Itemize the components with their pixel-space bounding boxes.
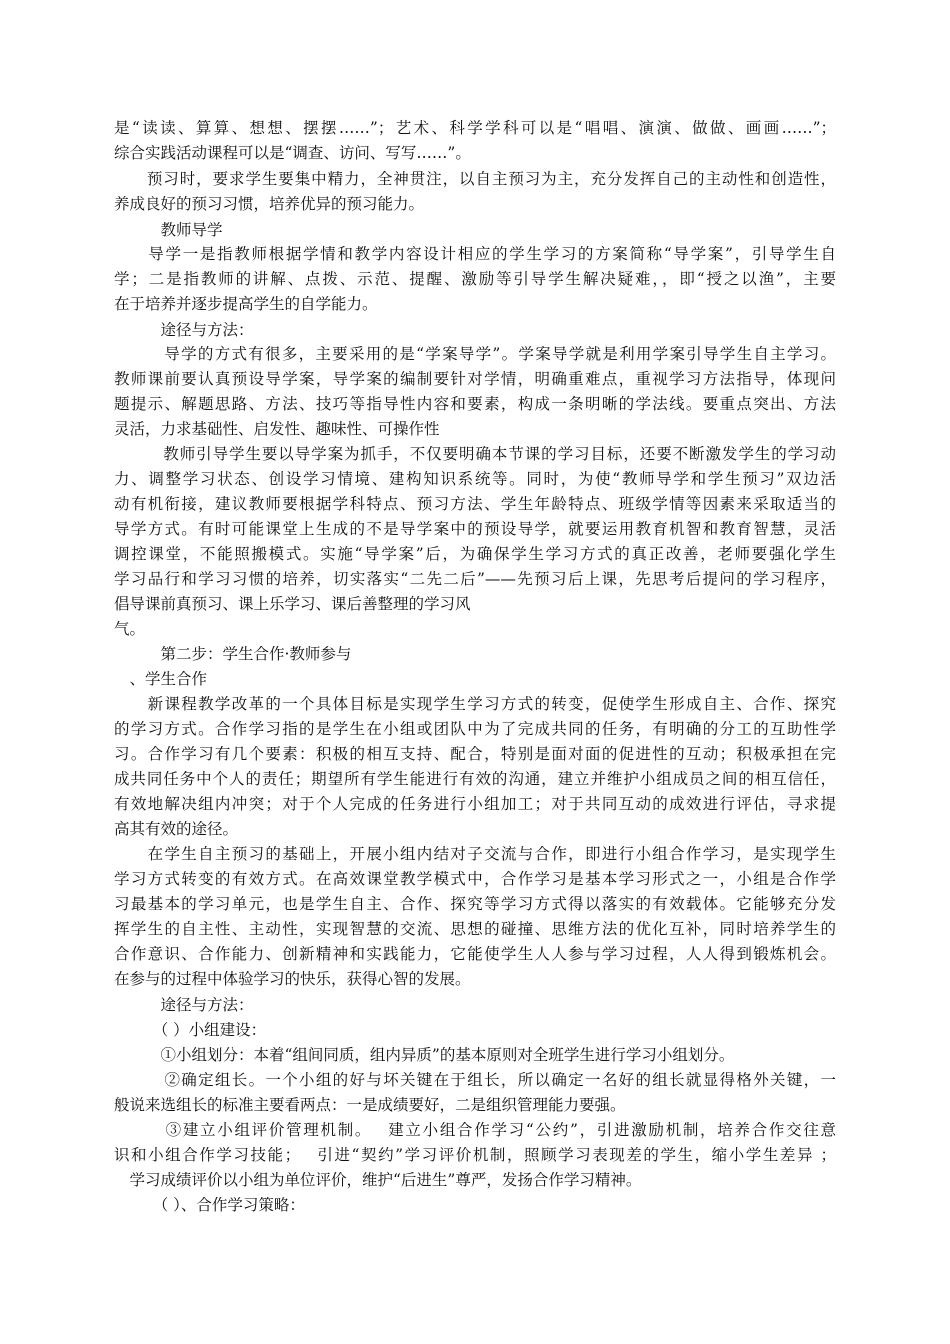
- text-line: 高其有效的途径。: [114, 820, 239, 838]
- text-line: 合作意识、合作能力、创新精神和实践能力，它能使学生人人参与学习过程，人人得到锻炼机会。: [114, 945, 836, 963]
- list-heading: （ ）、合作学习策略：: [114, 1196, 305, 1214]
- text-line: 学习成绩评价以小组为单位评价，维护“后进生”尊严，发扬合作学习精神。: [114, 1171, 642, 1189]
- text-line: 动有机衔接，建议教师要根据学科特点、预习方法、学生年龄特点、班级学情等因素来采取适当的: [114, 495, 836, 513]
- text-line: 般说来选组长的标准主要看两点：一是成绩要好，二是组织管理能力要强。: [114, 1096, 626, 1114]
- list-item: ①小组划分：本着“组间同质，组内异质”的基本原则对全班学生进行学习小组划分。: [114, 1046, 735, 1064]
- text-line: 养成良好的预习习惯，培养优异的预习能力。: [114, 195, 425, 213]
- text-line: 学习品行和学习习惯的培养，切实落实“二先二后”——先预习后上课，先思考后提问的学习程序，: [114, 570, 836, 588]
- text-line: 力、调整学习状态、创设学习情境、建构知识系统等。同时，为使“教师导学和学生预习”双边活: [114, 470, 836, 488]
- text-line: 教师引导学生要以导学案为抓手，不仅要明确本节课的学习目标，还要不断激发学生的学习动: [114, 445, 836, 463]
- text-line: 挥学生的自主性、主动性，实现智慧的交流、思想的碰撞、思维方法的优化互补，同时培养学生的: [114, 920, 836, 938]
- text-line: 预习时，要求学生要集中精力，全神贯注，以自主预习为主，充分发挥自己的主动性和创造性，: [114, 170, 836, 188]
- text-line: 在学生自主预习的基础上，开展小组内结对子交流与合作，即进行小组合作学习，是实现学生: [114, 845, 836, 863]
- text-line: 成共同任务中个人的责任；期望所有学生能进行有效的沟通，建立并维护小组成员之间的相互信任，: [114, 770, 836, 788]
- text-line: 教师课前要认真预设导学案，导学案的编制要针对学情，明确重难点，重视学习方法指导，体现问: [114, 370, 836, 388]
- text-line: 题提示、解题思路、方法、技巧等指导性内容和要素，构成一条明晰的学法线。要重点突出、方法: [114, 395, 836, 413]
- text-line: 导学的方式有很多，主要采用的是“学案导学”。学案导学就是利用学案引导学生自主学习。: [114, 345, 836, 363]
- text-line: 新课程教学改革的一个具体目标是实现学生学习方式的转变，促使学生形成自主、合作、探究: [114, 695, 836, 713]
- list-item: ②确定组长。一个小组的好与坏关键在于组长，所以确定一名好的组长就显得格外关键，一: [114, 1071, 836, 1089]
- subheading: 途径与方法：: [114, 996, 254, 1014]
- text-line: 导学方式。有时可能课堂上生成的不是导学案中的预设导学，就要运用教育机智和教育智慧，灵活: [114, 520, 836, 538]
- text-line: 综合实践活动课程可以是“调查、访问、写写……”。: [114, 144, 471, 162]
- list-heading: （ ）小组建设：: [114, 1021, 267, 1039]
- text-line: 灵活，力求基础性、启发性、趣味性、可操作性: [114, 420, 440, 438]
- text-line: 学；二是指教师的讲解、点拨、示范、提醒、激励等引导学生解决疑难，，即“授之以渔”，主要: [114, 270, 836, 288]
- text-line: 气。: [114, 620, 146, 638]
- section-heading: 第二步：学生合作·教师参与: [114, 645, 352, 663]
- text-line: 导学一是指教师根据学情和教学内容设计相应的学生学习的方案简称“导学案”，引导学生自: [114, 245, 836, 263]
- text-line: 习。合作学习有几个要素：积极的相互支持、配合，特别是面对面的促进性的互动；积极承担在完: [114, 745, 836, 763]
- text-line: 在参与的过程中体验学习的快乐，获得心智的发展。: [114, 970, 471, 988]
- text-line: 学习方式转变的有效方式。在高效课堂教学模式中，合作学习是基本学习形式之一，小组是合作学: [114, 870, 836, 888]
- list-item: ③建立小组评价管理机制。 建立小组合作学习“公约”，引进激励机制，培养合作交往意: [114, 1121, 836, 1139]
- text-line: 有效地解决组内冲突；对于个人完成的任务进行小组加工；对于共同互动的成效进行评估，寻求提: [114, 795, 836, 813]
- text-line: 习最基本的学习单元，也是学生自主、合作、探究等学习方式得以落实的有效载体。它能够充分发: [114, 895, 836, 913]
- subheading: 途径与方法：: [114, 321, 254, 339]
- text-line: 识和小组合作学习技能； 引进“契约”学习评价机制，照顾学习表现差的学生，缩小学生差异 ；: [114, 1146, 836, 1164]
- subheading: 、学生合作: [114, 670, 208, 688]
- text-line: 的学习方式。合作学习指的是学生在小组或团队中为了完成共同的任务，有明确的分工的互助性学: [114, 720, 836, 738]
- text-line: 调控课堂，不能照搬模式。实施“导学案”后，为确保学生学习方式的真正改善，老师要强化学生: [114, 545, 836, 563]
- text-line: 是“读读、算算、想想、摆摆……”；艺术、科学学科可以是“唱唱、演演、做做、画画……”；: [114, 119, 836, 137]
- text-line: 在于培养并逐步提高学生的自学能力。: [114, 295, 378, 313]
- section-heading: 教师导学: [114, 221, 223, 239]
- text-line: 倡导课前真预习、课上乐学习、课后善整理的学习风: [114, 595, 471, 613]
